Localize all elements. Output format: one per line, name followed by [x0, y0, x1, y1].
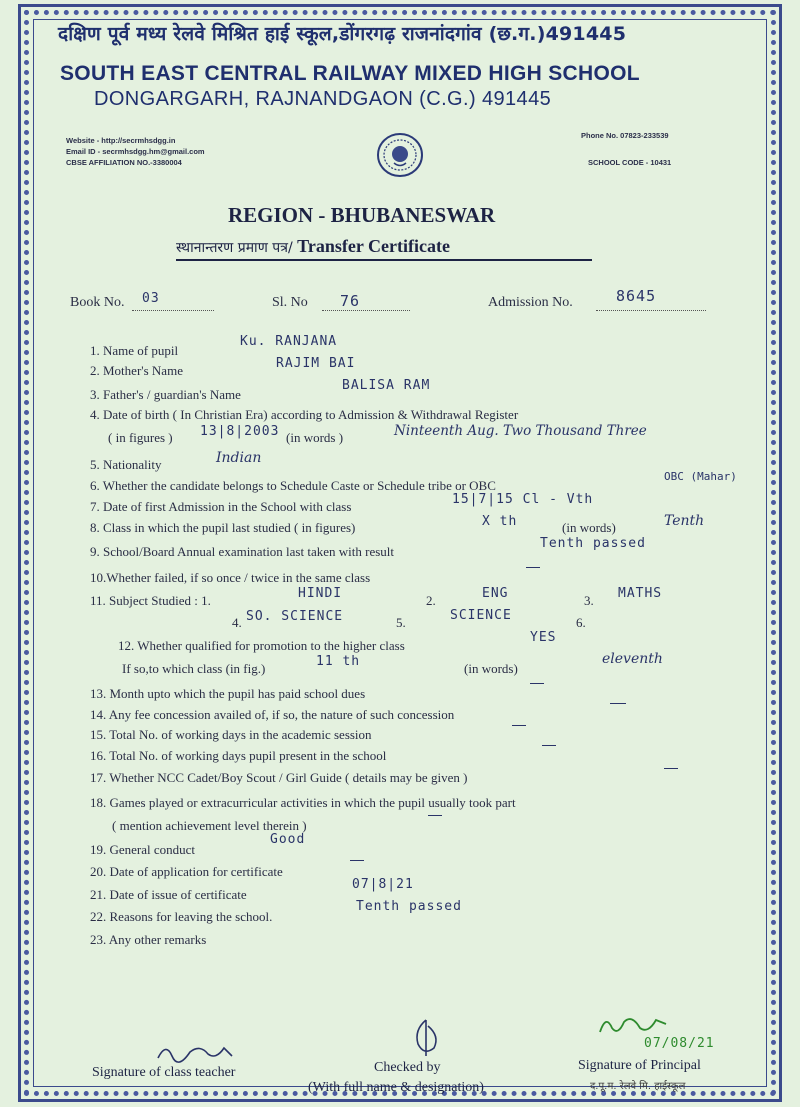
website: Website - http://secrmhsdgg.in	[66, 136, 176, 145]
field-9-label: 9. School/Board Annual examination last taken with result	[90, 544, 395, 559]
field-22-value: Tenth passed	[356, 899, 462, 914]
field-13-label: 13. Month upto which the pupil has paid school dues	[90, 686, 366, 701]
sl-no-line	[322, 300, 410, 311]
field-12b-words-value: eleventh	[602, 651, 663, 667]
class-teacher-signature-label: Signature of class teacher	[92, 1065, 236, 1080]
field-1-value: Ku. RANJANA	[240, 334, 338, 349]
field-18-label: 18. Games played or extracurricular activities in which the pupil usually took part	[90, 795, 516, 810]
field-13-dash	[530, 683, 544, 684]
checked-by-sub-label: (With full name & designation)	[308, 1080, 484, 1095]
book-no-label: Book No.	[70, 295, 125, 310]
subject-3-number: 3.	[584, 593, 594, 608]
sl-no-label: Sl. No	[272, 295, 308, 310]
class-teacher-signature-icon	[150, 1038, 250, 1066]
field-16-label: 16. Total No. of working days pupil present in the school	[90, 748, 387, 763]
sl-no-value: 76	[340, 292, 361, 310]
phone: Phone No. 07823-233539	[581, 131, 669, 140]
principal-signature-label: Signature of Principal	[578, 1058, 701, 1073]
admission-no-label: Admission No.	[488, 295, 573, 310]
subject-4-number: 4.	[232, 615, 242, 630]
field-6-value: OBC (Mahar)	[664, 470, 737, 483]
field-7-label: 7. Date of first Admission in the School with class	[90, 499, 352, 514]
field-14-label: 14. Any fee concession availed of, if so, the nature of such concession	[90, 707, 455, 722]
field-12b-fig-value: 11 th	[316, 654, 361, 669]
certificate-title	[176, 236, 450, 257]
field-2-label: 2. Mother's Name	[90, 363, 183, 378]
field-8-words-value: Tenth	[664, 513, 705, 529]
field-12b-fig-label: If so,to which class (in fig.)	[122, 661, 266, 676]
book-no-value: 03	[142, 291, 160, 306]
field-23-label: 23. Any other remarks	[90, 932, 207, 947]
field-4-label: 4. Date of birth ( In Christian Era) according to Admission & Withdrawal Register	[90, 407, 519, 422]
field-7-value: 15|7|15 Cl - Vth	[452, 492, 594, 507]
subject-6-number: 6.	[576, 615, 586, 630]
field-12-label: 12. Whether qualified for promotion to the higher class	[118, 638, 405, 653]
field-4-fig-label: ( in figures )	[108, 430, 173, 445]
field-15-label: 15. Total No. of working days in the academic session	[90, 727, 372, 742]
subject-3: MATHS	[618, 586, 663, 601]
field-6-label: 6. Whether the candidate belongs to Schedule Caste or Schedule tribe or OBC	[90, 478, 496, 493]
principal-stamp: द.पू.म. रेलवे मि. हाईस्कूल	[590, 1081, 686, 1092]
field-4-words-value: Ninteenth Aug. Two Thousand Three	[394, 423, 647, 439]
field-12-value: YES	[530, 630, 557, 645]
field-2-value: RAJIM BAI	[276, 356, 356, 371]
subject-4: SO. SCIENCE	[246, 609, 344, 624]
certificate-title-english: Transfer Certificate	[297, 236, 450, 256]
field-21-label: 21. Date of issue of certificate	[90, 887, 247, 902]
subject-2-number: 2.	[426, 593, 436, 608]
field-18-dash	[428, 815, 442, 816]
title-underline	[176, 259, 592, 261]
field-8-words-label: (in words)	[562, 520, 616, 535]
field-8-label: 8. Class in which the pupil last studied ( in figures)	[90, 520, 356, 535]
field-20-dash	[350, 860, 364, 861]
subject-5-number: 5.	[396, 615, 406, 630]
field-1-label: 1. Name of pupil	[90, 343, 179, 358]
field-17-label: 17. Whether NCC Cadet/Boy Scout / Girl Guide ( details may be given )	[90, 770, 468, 785]
field-15-dash	[512, 725, 526, 726]
emblem-icon	[376, 132, 424, 178]
field-20-label: 20. Date of application for certificate	[90, 864, 283, 879]
field-10-label: 10.Whether failed, if so once / twice in the same class	[90, 570, 371, 585]
field-21-value: 07|8|21	[352, 877, 414, 892]
subject-2: ENG	[482, 586, 509, 601]
field-19-value: Good	[270, 832, 306, 847]
field-3-value: BALISA RAM	[342, 378, 431, 393]
field-4-words-label: (in words )	[286, 430, 344, 445]
field-5-value: Indian	[216, 450, 262, 466]
field-3-label: 3. Father's / guardian's Name	[90, 387, 241, 402]
field-8-fig-value: X th	[482, 514, 518, 529]
region-heading: REGION - BHUBANESWAR	[228, 203, 496, 227]
field-9-value: Tenth passed	[540, 536, 646, 551]
field-10-dash	[526, 567, 540, 568]
school-address: DONGARGARH, RAJNANDGAON (C.G.) 491445	[94, 88, 552, 110]
field-4-fig-value: 13|8|2003	[200, 424, 280, 439]
field-16-dash	[542, 745, 556, 746]
field-12b-words-label: (in words)	[464, 661, 518, 676]
field-11-label: 11. Subject Studied : 1.	[90, 593, 211, 608]
school-code: SCHOOL CODE - 10431	[588, 158, 672, 167]
field-5-label: 5. Nationality	[90, 457, 162, 472]
field-17-dash	[664, 768, 678, 769]
field-19-label: 19. General conduct	[90, 842, 196, 857]
english-school-title: SOUTH EAST CENTRAL RAILWAY MIXED HIGH SCHOOL	[60, 62, 640, 85]
field-14-dash	[610, 703, 626, 704]
subject-5: SCIENCE	[450, 608, 512, 623]
admission-no-value: 8645	[616, 287, 657, 305]
hindi-school-title: दक्षिण पूर्व मध्य रेलवे मिश्रित हाई स्कूल,डोंगरगढ़ राजनांदगांव (छ.ग.)491445	[58, 23, 627, 45]
checked-by-label: Checked by	[374, 1060, 441, 1075]
email: Email ID - secrmhsdgg.hm@gmail.com	[66, 147, 205, 156]
field-22-label: 22. Reasons for leaving the school.	[90, 909, 273, 924]
field-18b-label: ( mention achievement level therein )	[112, 818, 307, 833]
checked-by-signature-icon	[408, 1016, 444, 1060]
certificate-title-hindi: स्थानान्तरण प्रमाण पत्र/	[176, 240, 293, 256]
principal-signature-date: 07/08/21	[644, 1036, 715, 1051]
principal-signature-icon	[596, 1010, 670, 1038]
cbse-affiliation: CBSE AFFILIATION NO.-3380004	[66, 158, 182, 167]
subject-1: HINDI	[298, 586, 343, 601]
